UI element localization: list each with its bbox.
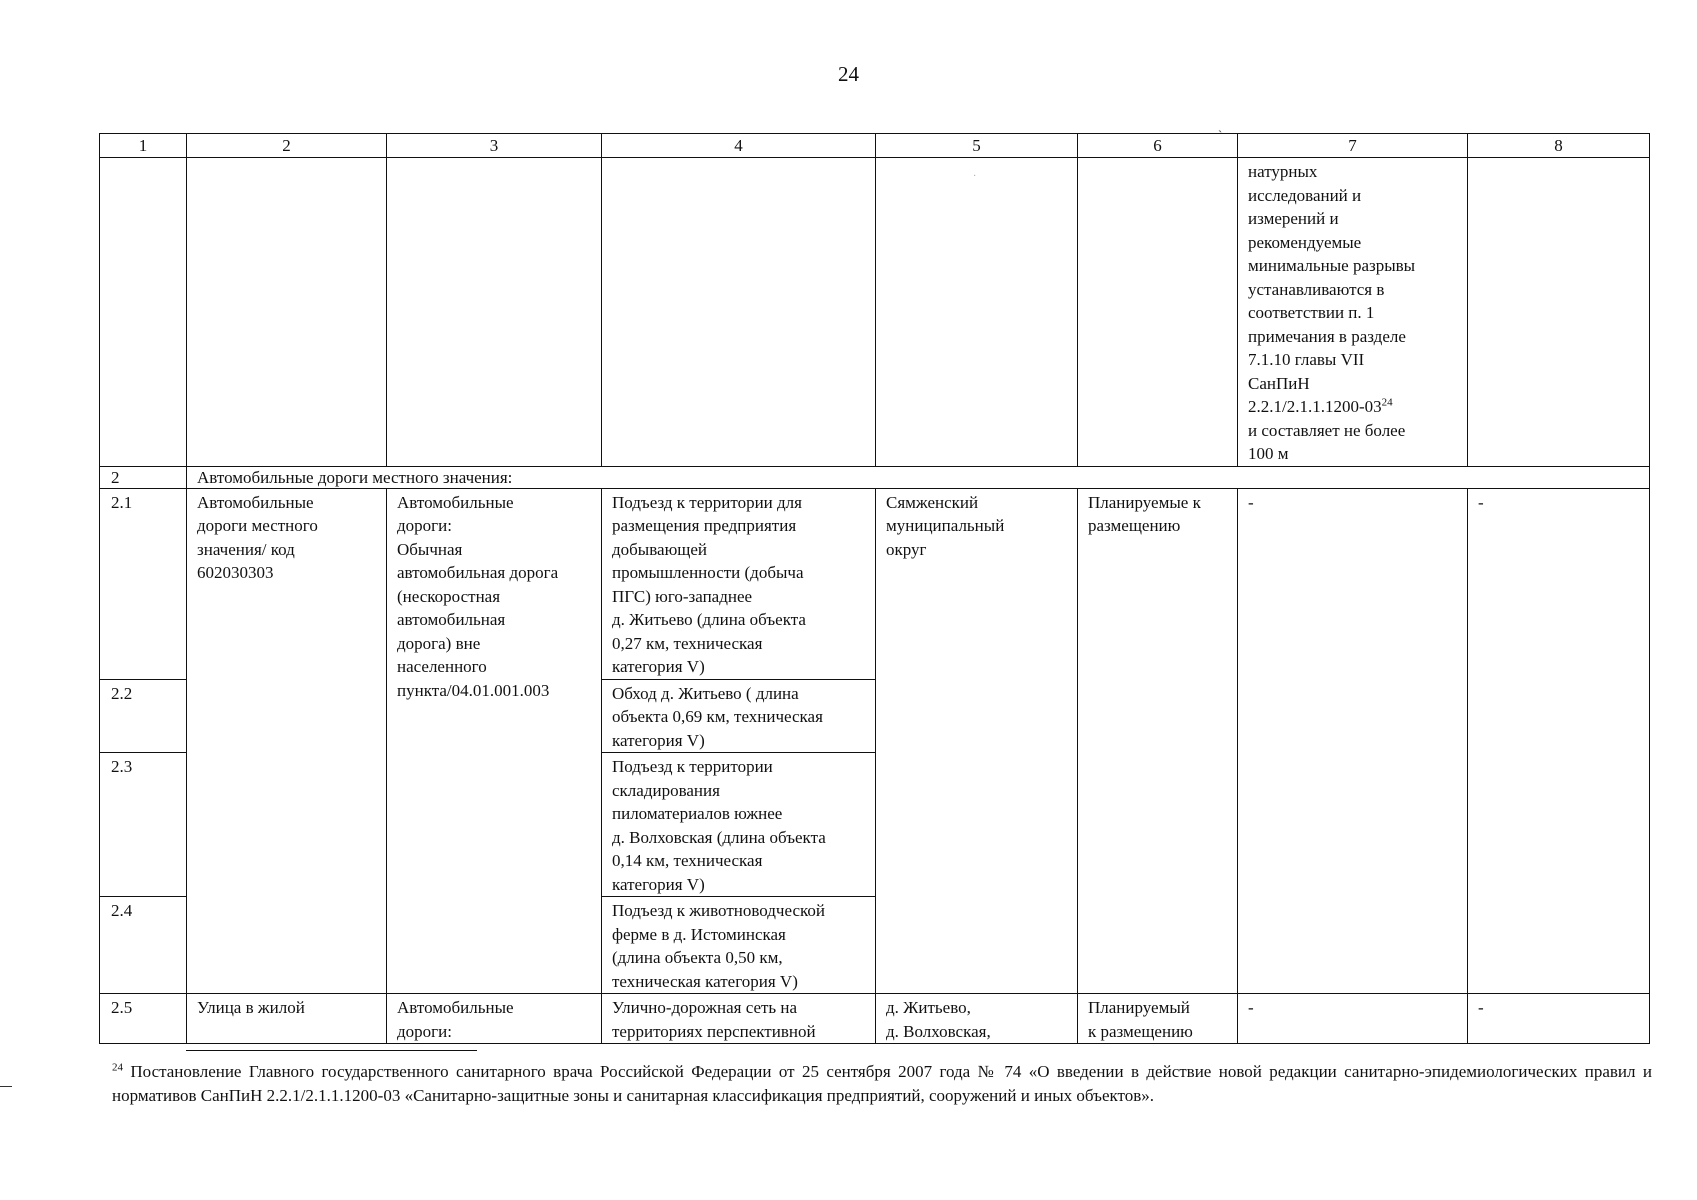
text-line: размещения предприятия [612,516,797,535]
text-line: Сямженский [886,492,979,512]
location-cell [876,488,1078,994]
text-line: устанавливаются в [1248,279,1385,299]
text-line: СанПиН [1248,373,1310,393]
text-line: Подъезд к территории для [612,492,802,512]
text-line: складирования [612,780,720,800]
column-number-row [100,134,1650,158]
text-line: округ [886,539,927,559]
text-line: категория V) [612,730,705,750]
text-line: автомобильная [397,610,506,629]
text-line: муниципальный [886,516,1005,535]
row-number: 2.2 [100,679,187,753]
text-line: минимальные разрывы [1248,256,1416,275]
text-line: дорога) вне [397,633,481,653]
object-type-cell [187,488,387,994]
cell-empty [876,158,1078,467]
col-header-1: 1 [100,134,187,158]
continuation-row [100,158,1650,467]
text-line: Улично-дорожная сеть на [612,998,798,1017]
text-line: измерений и [1248,209,1339,228]
text-line: 100 м [1248,444,1289,463]
object-name-cell [602,753,876,897]
text-line: натурных [1248,162,1318,181]
cell-empty [100,158,187,467]
text-line: территориях перспективной [612,1021,816,1041]
text-line: соответствии п. 1 [1248,303,1375,322]
zone-cell: - [1238,994,1468,1044]
text-line: промышленности (добыча [612,563,804,582]
object-kind-cell [387,994,602,1044]
col-header-4: 4 [602,134,876,158]
text-line: населенного [397,657,487,676]
col-header-7: 7 [1238,134,1468,158]
margin-mark [0,1086,12,1087]
location-cell [876,994,1078,1044]
row-number: 2.1 [100,488,187,679]
table-row [100,994,1650,1044]
table-row [100,488,1650,679]
text-line: автомобильная дорога [397,563,559,582]
text-line: пиломатериалов южнее [612,804,783,823]
col-header-3: 3 [387,134,602,158]
text-line: и составляет не более [1248,420,1406,440]
text-line: дороги: [397,516,452,535]
status-cell [1078,488,1238,994]
object-name-cell [602,994,876,1044]
text-line: д. Волховская (длина объекта [612,827,826,847]
col-header-2: 2 [187,134,387,158]
text-line: Планируемые к [1088,492,1201,512]
text-line: 0,27 км, техническая [612,633,763,653]
text-line: ПГС) юго-западнее [612,586,753,606]
cell-empty [1468,158,1650,467]
text-line: д. Житьево, [886,998,971,1017]
object-name-cell [602,488,876,679]
text-line: объекта 0,69 км, техническая [612,707,823,726]
planning-table [99,133,1650,1044]
text-line: Улица в жилой [197,998,305,1017]
notes-cell: - [1468,994,1650,1044]
object-type-cell [187,994,387,1044]
footnote-marker: 24 [112,1061,123,1074]
cell-empty [602,158,876,467]
footnote-ref: 24 [1381,396,1393,409]
text-line: Обычная [397,539,463,559]
text-line: рекомендуемые [1248,232,1362,252]
text-line: к размещению [1088,1021,1193,1041]
text-line: Автомобильные [397,492,514,512]
text-line: техническая категория V) [612,971,798,991]
row-number: 2.5 [100,994,187,1044]
scan-speck: · [973,171,977,182]
col-header-5: 5 [876,134,1078,158]
footnote-text: Постановление Главного государственного санитарного врача Российской Федерации от 25 сентября 2007 года № 74 «О введении в действие новой редакции санитарно-эпидемиологических правил и нормативов СанПиН 2.2.1/2.1.1.1200-03 «Санитарно-защитные зоны и санитарная классификация предприятий, сооружений и иных объектов». [112,1062,1652,1105]
section-row [100,466,1650,488]
text-line: 0,14 км, техническая [612,851,763,870]
scan-tick-mark: ˎ [1218,118,1223,133]
status-cell [1078,994,1238,1044]
text-line: д. Житьево (длина объекта [612,610,806,629]
object-name-cell [602,897,876,994]
footnote-separator [186,1050,477,1051]
text-line: исследований и [1248,185,1362,205]
object-kind-cell [387,488,602,994]
text-line: пункта/04.01.001.003 [397,680,550,700]
footnote [112,1060,1652,1108]
text-line: 7.1.10 главы VII [1248,350,1365,369]
text-line: ферме в д. Истоминская [612,924,786,944]
text-line: (длина объекта 0,50 км, [612,948,783,967]
text-line: Подъезд к территории [612,757,773,776]
text-line: дороги: [397,1021,452,1041]
section-number: 2 [100,466,187,488]
text-line: Обход д. Житьево ( длина [612,683,799,703]
text-line: Автомобильные [197,492,314,512]
text-line: Планируемый [1088,998,1190,1017]
section-title: Автомобильные дороги местного значения: [187,466,1650,488]
text-line: Подъезд к животноводческой [612,901,825,920]
text-line: 602030303 [197,563,274,582]
col-header-8: 8 [1468,134,1650,158]
text-line: категория V) [612,657,705,676]
text-line: размещению [1088,516,1181,535]
notes-cell: - [1468,488,1650,994]
continuation-note-cell [1238,158,1468,467]
text-line: (нескоростная [397,586,501,606]
text-line: д. Волховская, [886,1021,991,1041]
text-line: дороги местного [197,516,318,535]
row-number: 2.3 [100,753,187,897]
page-number: 24 [838,62,859,86]
text-line: Автомобильные [397,998,514,1017]
col-header-6: 6 [1078,134,1238,158]
zone-cell: - [1238,488,1468,994]
text-line: значения/ код [197,539,295,559]
cell-empty [387,158,602,467]
sanpin-code: 2.2.1/2.1.1.1200-03 [1248,397,1382,416]
object-name-cell [602,679,876,753]
cell-empty [1078,158,1238,467]
text-line: примечания в разделе [1248,326,1406,346]
text-line: категория V) [612,874,705,894]
cell-empty [187,158,387,467]
text-line: добывающей [612,539,708,559]
row-number: 2.4 [100,897,187,994]
